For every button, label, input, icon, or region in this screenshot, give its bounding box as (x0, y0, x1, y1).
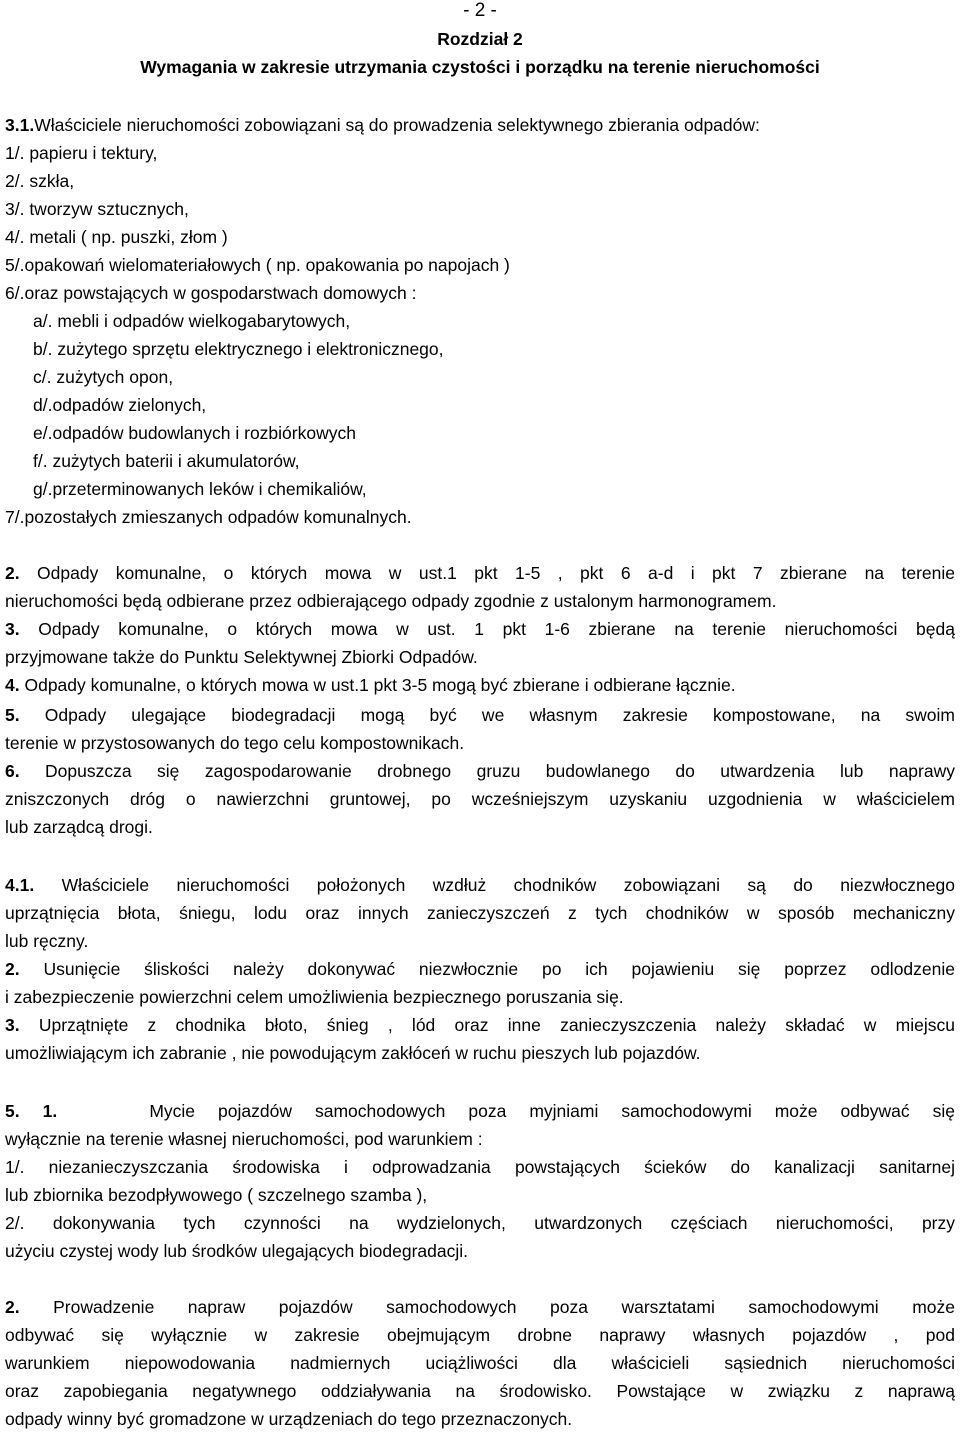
paragraph-text: Właściciele nieruchomości położonych wzdłuż chodników zobowiązani są do niezwłocznego (61, 875, 955, 895)
sub-list-item: b/. zużytego sprzętu elektrycznego i elektronicznego, (33, 339, 444, 359)
paragraph-text: Dopuszcza się zagospodarowanie drobnego gruzu budowlanego do utwardzenia lub naprawy (45, 761, 955, 781)
paragraph-line: lub ręczny. (5, 931, 89, 951)
section-4-paragraph-3 (5, 1014, 955, 1036)
paragraph-line: wyłącznie na terenie własnej nieruchomości, pod warunkiem : (5, 1129, 483, 1149)
page-number: - 2 - (463, 0, 497, 21)
paragraph-text: Właściciele nieruchomości zobowiązani są do prowadzenia selektywnego zbierania odpadów: (34, 115, 760, 135)
paragraph-text: Odpady komunalne, o których mowa w ust.1 pkt 1-5 , pkt 6 a-d i pkt 7 zbierane na terenie (37, 563, 955, 583)
condition-item-1: 1/. niezanieczyszczania środowiska i odprowadzania powstających ścieków do kanalizacji sanitarnej (5, 1157, 955, 1177)
paragraph-text: Usunięcie śliskości należy dokonywać niezwłocznie po ich pojawieniu się poprzez odlodzenie (43, 959, 955, 979)
paragraph-text: Odpady ulegające biodegradacji mogą być we własnym zakresie kompostowane, na swoim (44, 705, 955, 725)
paragraph-number: 4. (5, 675, 20, 695)
paragraph-text: Mycie pojazdów samochodowych poza myjniami samochodowymi może odbywać się (149, 1101, 956, 1121)
chapter-title: Wymagania w zakresie utrzymania czystości i porządku na terenie nieruchomości (140, 57, 820, 77)
paragraph-line: odpady winny być gromadzone w urządzeniach do tego przeznaczonych. (5, 1409, 573, 1429)
list-item: 3/. tworzyw sztucznych, (5, 199, 189, 219)
paragraph-number: 5. (5, 705, 20, 725)
paragraph-text: Prowadzenie napraw pojazdów samochodowych poza warsztatami samochodowymi może (53, 1297, 955, 1317)
section-3-1-intro (5, 114, 955, 136)
paragraph-line: umożliwiającym ich zabranie , nie powodującym zakłóceń w ruchu pieszych lub pojazdów. (5, 1043, 701, 1063)
paragraph-line: zniszczonych dróg o nawierzchni gruntowej, po wcześniejszym uzyskaniu uzgodnienia w właścicielem (5, 789, 955, 809)
paragraph-line: terenie w przystosowanych do tego celu kompostownikach. (5, 733, 465, 753)
paragraph-line: uprzątnięcia błota, śniegu, lodu oraz innych zanieczyszczeń z tych chodników w sposób mechaniczny (5, 903, 955, 923)
paragraph-number: 2. (5, 1297, 20, 1317)
list-item: 5/.opakowań wielomateriałowych ( np. opakowania po napojach ) (5, 255, 510, 275)
paragraph-text: Odpady komunalne, o których mowa w ust.1 pkt 3-5 mogą być zbierane i odbierane łącznie. (24, 675, 736, 695)
sub-list-item: f/. zużytych baterii i akumulatorów, (33, 451, 300, 471)
section-number: 3.1. (5, 115, 35, 135)
paragraph-text: Odpady komunalne, o których mowa w ust. 1 pkt 1-6 zbierane na terenie nieruchomości będą (38, 619, 955, 639)
paragraph-number: 6. (5, 761, 20, 781)
chapter-heading: Rozdział 2 (437, 29, 523, 49)
section-number: 5. 1. (5, 1101, 58, 1121)
paragraph-line: i zabezpieczenie powierzchni celem umożliwienia bezpiecznego poruszania się. (5, 987, 624, 1007)
paragraph-text: Uprzątnięte z chodnika błoto, śnieg , lód oraz inne zanieczyszczenia należy składać w miejscu (38, 1015, 955, 1035)
section-3-paragraph-6 (5, 760, 955, 782)
section-4-paragraph-2 (5, 958, 955, 980)
list-item: 2/. szkła, (5, 171, 75, 191)
paragraph-number: 2. (5, 563, 20, 583)
list-item: 4/. metali ( np. puszki, złom ) (5, 227, 228, 247)
sub-list-item: g/.przeterminowanych leków i chemikaliów, (33, 479, 367, 499)
section-3-paragraph-3 (5, 618, 955, 640)
section-5-paragraph-2 (5, 1296, 955, 1318)
paragraph-line: odbywać się wyłącznie w zakresie obejmującym drobne naprawy własnych pojazdów , pod (5, 1325, 955, 1345)
section-4-1-paragraph (5, 874, 955, 896)
sub-list-item: e/.odpadów budowlanych i rozbiórkowych (33, 423, 356, 443)
section-5-1-paragraph (5, 1100, 955, 1122)
paragraph-line: nieruchomości będą odbierane przez odbierającego odpady zgodnie z ustalonym harmonogramem. (5, 591, 777, 611)
section-3-paragraph-4 (5, 674, 955, 696)
paragraph-line: oraz zapobiegania negatywnego oddziaływania na środowisko. Powstające w związku z naprawą (5, 1381, 955, 1401)
condition-item-2: 2/. dokonywania tych czynności na wydzielonych, utwardzonych częściach nieruchomości, przy (5, 1213, 955, 1233)
list-item: 6/.oraz powstających w gospodarstwach domowych : (5, 283, 417, 303)
sub-list-item: a/. mebli i odpadów wielkogabarytowych, (33, 311, 351, 331)
sub-list-item: d/.odpadów zielonych, (33, 395, 207, 415)
section-3-paragraph-2 (5, 562, 955, 584)
paragraph-line: lub zarządcą drogi. (5, 817, 153, 837)
paragraph-line: przyjmowane także do Punktu Selektywnej Zbiorki Odpadów. (5, 647, 478, 667)
paragraph-line: użyciu czystej wody lub środków ulegających biodegradacji. (5, 1241, 469, 1261)
sub-list-item: c/. zużytych opon, (33, 367, 174, 387)
list-item: 1/. papieru i tektury, (5, 143, 158, 163)
list-item: 7/.pozostałych zmieszanych odpadów komunalnych. (5, 507, 412, 527)
paragraph-line: lub zbiornika bezodpływowego ( szczelnego szamba ), (5, 1185, 428, 1205)
paragraph-line: warunkiem niepowodowania nadmiernych uciążliwości dla właścicieli sąsiednich nieruchomości (5, 1353, 955, 1373)
paragraph-number: 2. (5, 959, 20, 979)
paragraph-number: 3. (5, 619, 20, 639)
paragraph-number: 3. (5, 1015, 20, 1035)
section-number: 4.1. (5, 875, 35, 895)
section-3-paragraph-5 (5, 704, 955, 726)
